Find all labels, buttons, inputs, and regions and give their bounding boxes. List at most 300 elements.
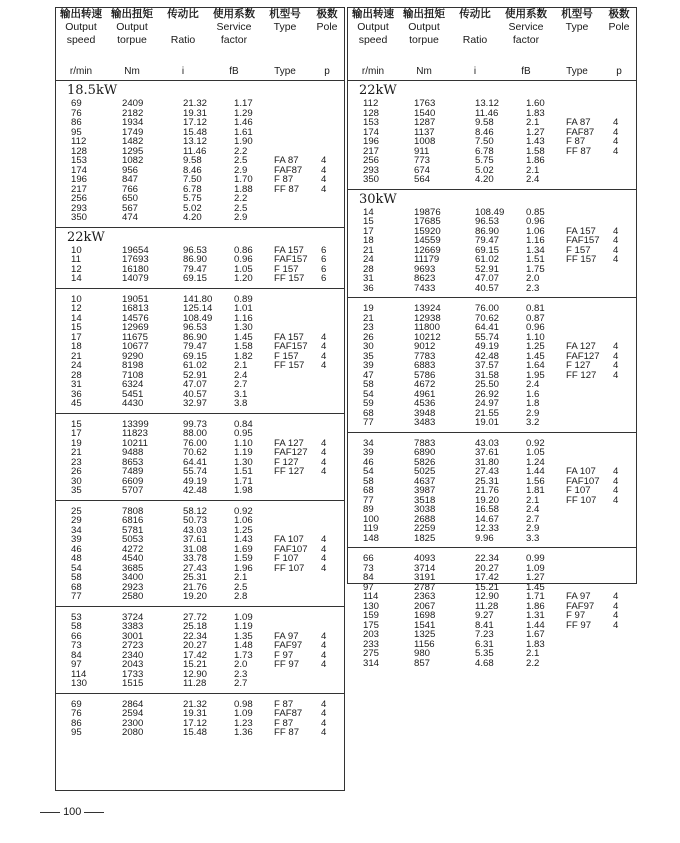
unit-speed: r/min [69,66,93,77]
speed-cell: 21 [363,312,374,324]
factor-cell: 1.51 [234,466,253,477]
factor-cell: 1.69 [234,543,253,555]
type-cell: F 157 [566,244,591,256]
torque-cell: 474 [122,212,139,223]
speed-cell: 19 [363,303,374,314]
type-row [56,175,344,185]
torque-cell: 2363 [414,591,436,602]
type-cell: FAF127 [566,350,600,362]
factor-cell: 1.59 [234,553,253,564]
pole-cell: 4 [613,136,619,147]
torque-cell: 4540 [122,553,144,564]
unit-ratio: i [473,66,477,77]
unit-speed: r/min [361,66,385,77]
header-speed-en2: speed [358,34,388,46]
header-torque-en2: torpue [117,34,147,46]
type-cell: FF 97 [274,659,300,670]
type-cell: F 97 [274,649,294,661]
table-row [348,175,636,185]
ratio-cell: 55.74 [475,331,500,343]
factor-cell: 1.16 [526,235,545,246]
ratio-cell: 22.34 [183,630,208,642]
torque-cell: 7808 [122,505,144,517]
factor-cell: 2.9 [526,523,540,534]
torque-cell: 1698 [414,610,436,621]
torque-cell: 1763 [414,98,436,109]
ratio-cell: 99.73 [183,418,208,430]
factor-cell: 1.30 [234,456,253,468]
factor-cell: 1.73 [234,649,253,661]
pole-cell: 6 [321,273,327,284]
factor-cell: 3.3 [526,532,540,544]
factor-cell: 1.31 [526,610,545,621]
torque-cell: 2864 [122,698,144,710]
ratio-cell: 12.33 [475,523,500,534]
pole-cell: 4 [321,630,327,642]
ratio-cell: 5.35 [475,648,494,659]
factor-cell: 1.09 [234,611,253,623]
ratio-cell: 17.42 [475,572,500,583]
torque-cell: 564 [414,174,431,185]
header-sf [208,8,260,47]
type-list [348,592,636,630]
type-cell: F 127 [274,456,299,468]
table-row [348,418,636,428]
ratio-cell: 17.42 [183,649,208,661]
torque-cell: 11823 [122,428,148,439]
type-cell: F 87 [274,698,294,710]
torque-cell: 16813 [122,303,149,314]
factor-cell: 0.92 [234,505,253,517]
table-header [348,8,636,66]
type-cell: F 97 [566,610,586,621]
torque-cell: 1482 [122,136,144,147]
table-row [348,284,636,294]
type-row [348,352,636,362]
factor-cell: 2.1 [526,648,540,659]
torque-cell: 7783 [414,350,436,362]
ratio-cell: 69.15 [183,350,208,362]
type-row [348,611,636,621]
factor-cell: 1.75 [526,263,545,275]
pole-cell: 4 [613,369,619,381]
block-separator [56,288,344,289]
factor-cell: 1.64 [526,360,545,371]
factor-cell: 1.58 [234,341,253,352]
speed-cell: 46 [71,543,82,555]
ratio-cell: 9.58 [475,117,494,128]
ratio-cell: 13.12 [475,98,500,109]
torque-cell: 2300 [122,717,144,729]
speed-cell: 66 [71,630,82,642]
type-cell: FA 107 [274,534,304,545]
pole-cell: 4 [321,534,327,545]
speed-cell: 76 [71,107,82,119]
ratio-cell: 11.46 [475,107,499,119]
unit-type: Type [566,66,588,77]
ratio-cell: 64.41 [475,322,500,333]
ratio-cell: 5.75 [183,193,202,204]
factor-cell: 1.82 [234,350,253,362]
ratio-cell: 79.47 [183,263,208,275]
factor-cell: 1.34 [526,244,545,256]
torque-cell: 8198 [122,360,144,371]
header-sf-en2: factor [512,34,540,46]
ratio-cell: 19.31 [183,107,208,119]
pole-cell: 4 [321,437,327,449]
type-list [56,439,344,477]
torque-cell: 650 [122,193,139,204]
header-pole [310,8,344,34]
speed-cell: 84 [71,649,82,661]
factor-cell: 0.92 [526,437,545,449]
factor-cell: 2.3 [526,282,540,294]
torque-cell: 10677 [122,341,149,352]
type-row [348,496,636,506]
torque-cell: 1325 [414,629,436,640]
speed-cell: 17 [71,331,82,343]
torque-cell: 9290 [122,350,144,362]
speed-cell: 34 [363,437,374,449]
header-sf-en1: Service [216,21,252,33]
ratio-cell: 37.61 [183,534,208,545]
speed-cell: 314 [363,657,380,669]
unit-type: Type [274,66,296,77]
speed-cell: 89 [363,504,374,515]
torque-cell: 857 [414,657,431,669]
pole-cell: 4 [321,708,327,719]
ratio-cell: 49.19 [475,341,500,352]
factor-cell: 0.84 [234,418,253,430]
type-cell: FA 97 [566,591,591,602]
type-cell: FF 107 [566,494,597,506]
factor-cell: 2.1 [234,360,248,371]
type-cell: FF 157 [566,254,597,265]
type-row [348,602,636,612]
factor-cell: 1.44 [526,619,545,631]
pole-cell: 4 [321,447,327,458]
header-ratio-en2: Ratio [462,34,488,46]
speed-cell: 14 [363,206,374,218]
torque-cell: 2723 [122,640,144,651]
speed-cell: 48 [71,553,82,564]
factor-cell: 0.98 [234,698,253,710]
factor-cell: 2.0 [234,659,248,670]
torque-cell: 1156 [414,638,435,650]
header-torque-zh: 输出扭矩 [403,8,445,20]
pole-cell: 4 [613,610,619,621]
data-block [56,99,344,223]
ratio-cell: 86.90 [183,254,208,265]
pole-cell: 6 [321,244,327,256]
ratio-cell: 19.31 [183,708,208,719]
ratio-cell: 21.32 [183,98,208,109]
speed-cell: 174 [363,126,380,138]
pole-cell: 4 [321,466,327,477]
type-row [56,448,344,458]
speed-cell: 95 [71,126,82,138]
ratio-cell: 5.02 [475,164,494,176]
type-list [56,700,344,738]
factor-cell: 1.43 [234,534,253,545]
speed-cell: 34 [71,524,82,536]
factor-cell: 1.81 [526,485,545,496]
torque-cell: 1515 [122,678,144,689]
ratio-cell: 11.28 [183,678,207,689]
ratio-cell: 79.47 [475,235,500,246]
ratio-cell: 4.68 [475,657,494,669]
pole-cell: 4 [321,350,327,362]
type-cell: FA 87 [274,155,299,166]
type-row [348,255,636,265]
speed-cell: 24 [71,360,82,371]
speed-cell: 114 [363,591,379,602]
type-row [348,371,636,381]
type-cell: FAF157 [274,341,308,352]
ratio-cell: 7.23 [475,629,494,640]
header-type [260,8,310,34]
header-speed-zh: 输出转速 [352,8,394,20]
factor-cell: 1.06 [526,225,545,237]
speed-cell: 256 [363,155,380,166]
speed-cell: 95 [71,727,82,738]
factor-cell: 1.88 [234,183,253,195]
torque-cell: 4536 [414,398,436,409]
torque-cell: 12938 [414,312,441,324]
unit-pole: p [616,66,622,77]
table-row [56,213,344,223]
pole-cell: 4 [613,225,619,237]
factor-cell: 1.56 [526,475,545,487]
speed-cell: 77 [363,417,374,428]
ratio-cell: 21.32 [183,698,208,710]
pole-cell: 4 [613,466,619,477]
ratio-cell: 141.80 [183,293,213,305]
type-cell: FF 127 [566,369,597,381]
torque-cell: 5053 [122,534,144,545]
speed-cell: 39 [363,447,374,458]
speed-cell: 14 [71,273,82,284]
type-list [348,227,636,265]
ratio-cell: 55.74 [183,466,208,477]
torque-cell: 19051 [122,293,149,305]
header-speed-en1: Output [357,21,389,33]
factor-cell: 1.58 [526,145,545,157]
torque-cell: 2409 [122,98,144,109]
type-row [56,641,344,651]
ratio-cell: 6.78 [183,183,202,195]
speed-cell: 11 [71,254,81,265]
factor-cell: 0.81 [526,303,545,314]
type-list [56,632,344,670]
pole-cell: 4 [613,341,619,352]
factor-cell: 1.44 [526,466,545,477]
factor-cell: 0.99 [526,553,545,564]
speed-cell: 31 [363,273,374,284]
torque-cell: 5707 [122,485,144,496]
factor-cell: 1.46 [234,117,253,128]
type-cell: FAF157 [274,254,308,265]
torque-cell: 6816 [122,515,144,526]
table-row [348,534,636,544]
torque-cell: 2580 [122,591,144,602]
type-cell: F 87 [274,174,294,185]
torque-cell: 5025 [414,466,436,477]
pole-cell: 4 [321,717,327,729]
speed-cell: 217 [71,183,88,195]
type-cell: FF 97 [566,619,592,631]
factor-cell: 1.45 [526,581,545,593]
speed-cell: 256 [71,193,88,204]
speed-cell: 46 [363,456,374,468]
ratio-cell: 25.50 [475,379,500,390]
torque-cell: 7883 [414,437,436,449]
type-row [56,274,344,284]
pole-cell: 4 [321,360,327,371]
header-pole [602,8,636,34]
factor-cell: 1.98 [234,485,253,496]
type-cell: FF 107 [274,562,305,574]
factor-cell: 0.96 [526,216,545,227]
speed-cell: 35 [363,350,374,362]
torque-cell: 773 [414,155,431,166]
header-speed-en1: Output [65,21,97,33]
pole-cell: 4 [613,360,619,371]
ratio-cell: 40.57 [475,282,500,294]
unit-sf: fB [229,66,239,77]
group-title: 18.5kW [67,83,118,98]
ratio-cell: 31.80 [475,456,500,468]
speed-cell: 148 [363,532,380,544]
factor-cell: 3.8 [234,398,248,409]
page-number [40,806,104,818]
factor-cell: 2.4 [234,369,248,381]
factor-cell: 1.43 [526,136,545,147]
factor-cell: 3.1 [234,388,248,400]
speed-cell: 128 [71,145,88,157]
factor-cell: 2.9 [234,212,248,223]
unit-torque: Nm [124,66,140,77]
torque-cell: 674 [414,164,431,176]
ratio-cell: 108.49 [183,312,213,324]
speed-cell: 21 [71,350,82,362]
factor-cell: 2.4 [526,174,540,185]
table-row [348,659,636,669]
speed-cell: 112 [363,98,379,109]
ratio-cell: 25.31 [475,475,500,487]
torque-cell: 4637 [414,475,436,487]
torque-cell: 6324 [122,379,144,390]
ratio-cell: 20.27 [475,562,500,574]
header-torque [106,8,158,47]
header-type-zh: 机型号 [561,8,593,20]
speed-cell: 30 [71,475,82,487]
torque-cell: 15920 [414,225,441,237]
header-sf-zh: 使用系数 [505,8,547,20]
type-cell: FA 87 [566,117,591,128]
pole-cell: 4 [613,600,619,612]
ratio-cell: 25.18 [183,621,208,632]
factor-cell: 2.7 [234,379,248,390]
pole-cell: 4 [613,475,619,487]
header-ratio-zh: 传动比 [459,8,491,20]
type-cell: FAF97 [274,640,303,651]
speed-cell: 58 [363,475,374,487]
factor-cell: 1.27 [526,572,545,583]
type-list [348,118,636,156]
factor-cell: 1.71 [526,591,545,602]
torque-cell: 4672 [414,379,436,390]
factor-cell: 2.4 [526,379,540,390]
speed-cell: 77 [71,591,82,602]
speed-cell: 59 [363,398,374,409]
pole-cell: 4 [321,553,327,564]
data-block [56,613,344,689]
pole-cell: 4 [321,727,327,738]
type-row [56,255,344,265]
torque-cell: 567 [122,202,139,214]
speed-cell: 17 [71,428,82,439]
speed-cell: 36 [363,282,374,294]
factor-cell: 1.09 [234,708,253,719]
ratio-cell: 43.03 [183,524,208,536]
factor-cell: 1.30 [234,322,253,333]
factor-cell: 2.1 [526,494,540,506]
factor-cell: 1.09 [526,562,545,574]
torque-cell: 17685 [414,216,441,227]
type-row [348,477,636,487]
type-list [348,467,636,505]
type-cell: F 87 [566,136,586,147]
torque-cell: 3001 [122,630,144,642]
type-row [348,236,636,246]
ratio-cell: 27.43 [183,562,208,574]
speed-cell: 128 [363,107,380,119]
type-cell: FF 87 [566,145,592,157]
torque-cell: 1082 [122,155,144,166]
ratio-cell: 15.48 [183,727,208,738]
speed-cell: 350 [363,174,380,185]
factor-cell: 1.60 [526,98,545,109]
speed-cell: 47 [363,369,374,381]
ratio-cell: 8.46 [183,164,202,176]
speed-cell: 119 [363,523,379,534]
factor-cell: 1.24 [526,456,545,468]
factor-cell: 1.16 [234,312,253,324]
pole-cell: 4 [613,235,619,246]
ratio-cell: 19.20 [183,591,208,602]
factor-cell: 2.5 [234,155,248,166]
type-cell: FAF157 [566,235,600,246]
factor-cell: 1.96 [234,562,253,574]
ratio-cell: 42.48 [475,350,500,362]
table-row [56,399,344,409]
type-list [56,156,344,194]
torque-cell: 1825 [414,532,436,544]
header-ratio [450,8,500,47]
speed-cell: 17 [363,225,374,237]
torque-cell: 2043 [122,659,144,670]
factor-cell: 1.25 [234,524,253,536]
speed-cell: 86 [71,117,82,128]
factor-cell: 2.2 [234,145,248,157]
ratio-cell: 31.08 [183,543,208,555]
header-torque-en2: torpue [409,34,439,46]
torque-cell: 980 [414,648,431,659]
speed-cell: 196 [363,136,380,147]
torque-cell: 5451 [122,388,144,400]
speed-cell: 84 [363,572,374,583]
